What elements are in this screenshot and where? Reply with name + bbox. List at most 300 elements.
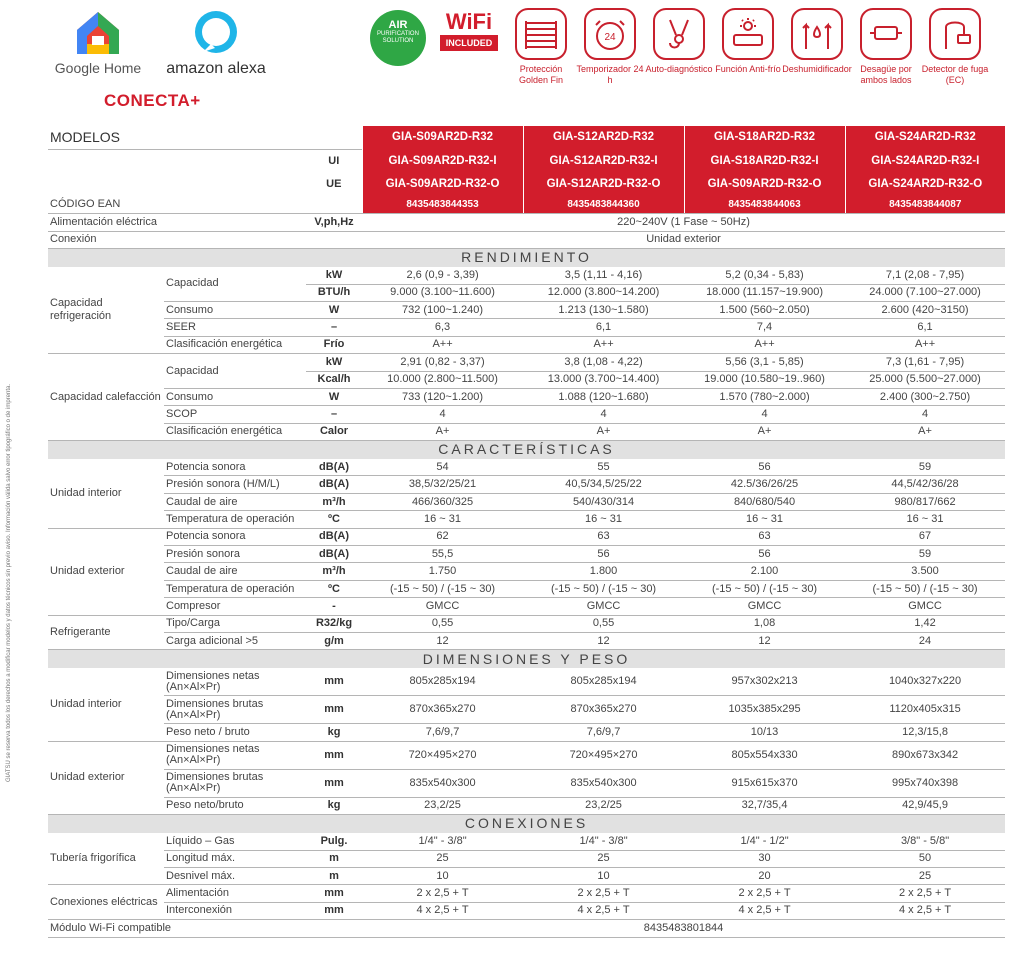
row-value: 25 xyxy=(362,850,523,867)
feature-label: Desagüe por ambos lados xyxy=(860,64,912,85)
spec-row xyxy=(48,319,1005,336)
air-badge-title: AIR xyxy=(388,19,408,31)
section-conexiones xyxy=(48,815,1005,833)
section-dimensiones xyxy=(48,650,1005,668)
row-unit: Kcal/h xyxy=(306,371,362,388)
row-value: 540/430/314 xyxy=(523,493,684,510)
row-label: Longitud máx. xyxy=(164,850,306,867)
row-value: 466/360/325 xyxy=(362,493,523,510)
row-value: 0,55 xyxy=(523,615,684,632)
row-label: Líquido – Gas xyxy=(164,833,306,850)
row-value: 980/817/662 xyxy=(845,493,1005,510)
row-value: A++ xyxy=(684,336,845,353)
spec-row xyxy=(48,406,1005,423)
row-value: 1/4" - 3/8" xyxy=(362,833,523,850)
side-disclaimer-text: GIATSU se reserva todos los derechos a modificar modelos y datos técnicos sin previo aviso. Información válida salvo error tipográfico o de imprenta. xyxy=(6,383,12,783)
ue-model: GIA-S12AR2D-R32-O xyxy=(523,173,684,197)
row-value: 13.000 (3.700~14.400) xyxy=(523,371,684,388)
row-label: Dimensiones brutas (An×Al×Pr) xyxy=(164,769,306,797)
row-label: Clasificación energética xyxy=(164,423,306,440)
spec-row xyxy=(48,336,1005,353)
ean-code: 8435483844063 xyxy=(684,197,845,214)
model-name: GIA-S09AR2D-R32 xyxy=(362,126,523,150)
spec-row xyxy=(48,546,1005,563)
row-value: Unidad exterior xyxy=(362,231,1005,248)
wifi-badge-included: INCLUDED xyxy=(440,35,498,51)
section-title: DIMENSIONES Y PESO xyxy=(48,650,1005,668)
row-unit: R32/kg xyxy=(306,615,362,632)
row-unit: BTU/h xyxy=(306,284,362,301)
row-value: 870x365x270 xyxy=(362,696,523,724)
row-value: 4 xyxy=(684,406,845,423)
row-value: (-15 ~ 50) / (-15 ~ 30) xyxy=(523,580,684,597)
row-value: 16 ~ 31 xyxy=(362,511,523,528)
row-label: SCOP xyxy=(164,406,306,423)
group-label: Refrigerante xyxy=(48,615,164,650)
spec-row xyxy=(48,668,1005,696)
ean-code: 8435483844087 xyxy=(845,197,1005,214)
row-value: 805x285x194 xyxy=(523,668,684,696)
row-unit: kW xyxy=(306,354,362,371)
row-value: 59 xyxy=(845,546,1005,563)
row-unit: – xyxy=(306,406,362,423)
row-value: 1/4" - 1/2" xyxy=(684,833,845,850)
power-supply-row xyxy=(48,214,1005,231)
row-value: 4 x 2,5 + T xyxy=(684,902,845,919)
row-value: 30 xyxy=(684,850,845,867)
row-value: 25.000 (5.500~27.000) xyxy=(845,371,1005,388)
row-unit: dB(A) xyxy=(306,459,362,476)
feature-label: Detector de fuga (EC) xyxy=(921,64,989,85)
section-title: RENDIMIENTO xyxy=(48,249,1005,267)
row-value: 805x285x194 xyxy=(362,668,523,696)
row-value: A+ xyxy=(845,423,1005,440)
spec-row xyxy=(48,850,1005,867)
row-value: 23,2/25 xyxy=(523,797,684,814)
ue-model: GIA-S24AR2D-R32-O xyxy=(845,173,1005,197)
row-unit: kg xyxy=(306,797,362,814)
row-value: 220~240V (1 Fase ~ 50Hz) xyxy=(362,214,1005,231)
row-value: 1.800 xyxy=(523,563,684,580)
row-unit: mm xyxy=(306,696,362,724)
row-value: GMCC xyxy=(362,598,523,615)
section-caracteristicas xyxy=(48,441,1005,459)
row-value: 4 xyxy=(523,406,684,423)
spec-row xyxy=(48,580,1005,597)
row-value: 3,5 (1,11 - 4,16) xyxy=(523,267,684,284)
timer-24h-icon xyxy=(584,8,636,60)
row-value: 19.000 (10.580~19..960) xyxy=(684,371,845,388)
row-label: Alimentación xyxy=(164,885,306,902)
row-value: 1120x405x315 xyxy=(845,696,1005,724)
row-value: 3.500 xyxy=(845,563,1005,580)
row-value: 3/8" - 5/8" xyxy=(845,833,1005,850)
spec-row xyxy=(48,563,1005,580)
row-value: 25 xyxy=(523,850,684,867)
row-value: 1.570 (780~2.000) xyxy=(684,388,845,405)
row-unit: Calor xyxy=(306,423,362,440)
row-unit: ºC xyxy=(306,511,362,528)
spec-row xyxy=(48,724,1005,741)
air-badge-subtitle: PURIFICATION SOLUTION xyxy=(377,31,419,44)
feature-leak-detector xyxy=(919,8,991,86)
row-unit: mm xyxy=(306,885,362,902)
row-value: 10 xyxy=(523,867,684,884)
row-unit: ºC xyxy=(306,580,362,597)
row-value: 20 xyxy=(684,867,845,884)
spec-row xyxy=(48,902,1005,919)
row-value: 1.213 (130~1.580) xyxy=(523,301,684,318)
feature-label: Protección Golden Fin xyxy=(518,64,564,85)
row-value: 42,9/45,9 xyxy=(845,797,1005,814)
row-unit: m xyxy=(306,850,362,867)
feature-timer xyxy=(574,8,646,86)
row-value: 915x615x370 xyxy=(684,769,845,797)
row-unit: mm xyxy=(306,741,362,769)
spec-row xyxy=(48,632,1005,649)
ue-model: GIA-S09AR2D-R32-O xyxy=(362,173,523,197)
section-title: CARACTERÍSTICAS xyxy=(48,441,1005,459)
row-value: 10 xyxy=(362,867,523,884)
models-row xyxy=(48,126,1005,150)
row-unit: – xyxy=(306,319,362,336)
row-unit: m³/h xyxy=(306,493,362,510)
row-value: 6,1 xyxy=(523,319,684,336)
row-value: 50 xyxy=(845,850,1005,867)
golden-fin-icon xyxy=(515,8,567,60)
row-value: 870x365x270 xyxy=(523,696,684,724)
feature-label: Función Anti-frío xyxy=(715,64,781,74)
ui-model: GIA-S12AR2D-R32-I xyxy=(523,150,684,174)
row-value: 56 xyxy=(523,546,684,563)
row-unit: dB(A) xyxy=(306,546,362,563)
row-unit: Pulg. xyxy=(306,833,362,850)
row-value: 42.5/36/26/25 xyxy=(684,476,845,493)
row-label: Temperatura de operación xyxy=(164,511,306,528)
ui-model: GIA-S18AR2D-R32-I xyxy=(684,150,845,174)
spec-row xyxy=(48,769,1005,797)
group-label: Unidad interior xyxy=(48,459,164,529)
row-value: 40,5/34,5/25/22 xyxy=(523,476,684,493)
row-value: A++ xyxy=(523,336,684,353)
ue-row xyxy=(48,173,1005,197)
row-value: 835x540x300 xyxy=(523,769,684,797)
timer-icon-text: 24 xyxy=(604,32,616,43)
connection-row xyxy=(48,231,1005,248)
row-value: 957x302x213 xyxy=(684,668,845,696)
row-unit: dB(A) xyxy=(306,476,362,493)
row-value: 16 ~ 31 xyxy=(523,511,684,528)
row-label: Interconexión xyxy=(164,902,306,919)
feature-anti-cold xyxy=(712,8,784,75)
row-unit: g/m xyxy=(306,632,362,649)
row-value: 0,55 xyxy=(362,615,523,632)
row-value: A+ xyxy=(684,423,845,440)
row-value: GMCC xyxy=(523,598,684,615)
row-value: A++ xyxy=(362,336,523,353)
row-value: (-15 ~ 50) / (-15 ~ 30) xyxy=(362,580,523,597)
row-label: Capacidad xyxy=(164,267,306,302)
spec-row xyxy=(48,528,1005,545)
anti-cold-icon xyxy=(722,8,774,60)
group-label: Unidad interior xyxy=(48,668,164,741)
row-value: 2 x 2,5 + T xyxy=(684,885,845,902)
alexa-label: amazon alexa xyxy=(166,60,266,77)
ui-model: GIA-S24AR2D-R32-I xyxy=(845,150,1005,174)
model-name: GIA-S12AR2D-R32 xyxy=(523,126,684,150)
row-unit: Frío xyxy=(306,336,362,353)
row-value: 835x540x300 xyxy=(362,769,523,797)
row-unit: mm xyxy=(306,769,362,797)
wifi-module-row xyxy=(48,920,1005,937)
row-value: 12.000 (3.800~14.200) xyxy=(523,284,684,301)
row-value: 2.600 (420~3150) xyxy=(845,301,1005,318)
row-label: Capacidad xyxy=(164,354,306,389)
section-title: CONEXIONES xyxy=(48,815,1005,833)
row-value: 2 x 2,5 + T xyxy=(362,885,523,902)
row-value: 63 xyxy=(684,528,845,545)
alexa-logo xyxy=(158,8,274,78)
row-value: 7,6/9,7 xyxy=(523,724,684,741)
spec-row xyxy=(48,354,1005,371)
spec-row xyxy=(48,459,1005,476)
row-value: 62 xyxy=(362,528,523,545)
row-label: Dimensiones brutas (An×Al×Pr) xyxy=(164,696,306,724)
alexa-icon xyxy=(191,8,241,58)
row-value: 7,6/9,7 xyxy=(362,724,523,741)
spec-row xyxy=(48,301,1005,318)
row-label: Presión sonora (H/M/L) xyxy=(164,476,306,493)
row-unit xyxy=(306,231,362,248)
row-value: 1.750 xyxy=(362,563,523,580)
row-unit: mm xyxy=(306,902,362,919)
row-value: 720×495×270 xyxy=(362,741,523,769)
row-value: 56 xyxy=(684,546,845,563)
spec-row xyxy=(48,885,1005,902)
row-value: A+ xyxy=(523,423,684,440)
row-value: GMCC xyxy=(684,598,845,615)
row-value: 67 xyxy=(845,528,1005,545)
row-label: Dimensiones netas (An×Al×Pr) xyxy=(164,668,306,696)
row-label: SEER xyxy=(164,319,306,336)
dehumidifier-icon xyxy=(791,8,843,60)
drain-both-sides-icon xyxy=(860,8,912,60)
row-value: 23,2/25 xyxy=(362,797,523,814)
leak-detector-icon xyxy=(929,8,981,60)
row-value: 12 xyxy=(684,632,845,649)
spec-row xyxy=(48,696,1005,724)
model-name: GIA-S18AR2D-R32 xyxy=(684,126,845,150)
ui-label: UI xyxy=(306,150,362,174)
spec-row xyxy=(48,493,1005,510)
row-unit: mm xyxy=(306,668,362,696)
row-value: 732 (100~1.240) xyxy=(362,301,523,318)
row-value: 1,42 xyxy=(845,615,1005,632)
row-label: Consumo xyxy=(164,301,306,318)
row-unit: m³/h xyxy=(306,563,362,580)
spec-row xyxy=(48,423,1005,440)
row-value: 56 xyxy=(684,459,845,476)
conecta-logo: CONECTA+ xyxy=(104,91,201,110)
feature-label: Temporizador 24 h xyxy=(576,64,644,85)
ean-row xyxy=(48,197,1005,214)
row-value: 7,4 xyxy=(684,319,845,336)
feature-dehumidifier xyxy=(781,8,853,75)
row-value: 44,5/42/36/28 xyxy=(845,476,1005,493)
row-value: 59 xyxy=(845,459,1005,476)
row-value: 4 xyxy=(362,406,523,423)
section-rendimiento xyxy=(48,249,1005,267)
row-label: Dimensiones netas (An×Al×Pr) xyxy=(164,741,306,769)
row-value: 24.000 (7.100~27.000) xyxy=(845,284,1005,301)
google-home-logo xyxy=(48,8,148,76)
model-name: GIA-S24AR2D-R32 xyxy=(845,126,1005,150)
row-value: 2.100 xyxy=(684,563,845,580)
spec-row xyxy=(48,615,1005,632)
row-value: 12 xyxy=(523,632,684,649)
row-value: 4 x 2,5 + T xyxy=(362,902,523,919)
spec-row xyxy=(48,598,1005,615)
spec-row xyxy=(48,833,1005,850)
row-label: Carga adicional >5 xyxy=(164,632,306,649)
row-label: Peso neto/bruto xyxy=(164,797,306,814)
row-label: Peso neto / bruto xyxy=(164,724,306,741)
row-value: 4 x 2,5 + T xyxy=(523,902,684,919)
auto-diagnosis-icon xyxy=(653,8,705,60)
row-label: Módulo Wi-Fi compatible xyxy=(48,920,362,937)
row-value: 5,2 (0,34 - 5,83) xyxy=(684,267,845,284)
ui-row xyxy=(48,150,1005,174)
row-value: 2.400 (300~2.750) xyxy=(845,388,1005,405)
ean-code: 8435483844360 xyxy=(523,197,684,214)
row-unit: W xyxy=(306,301,362,318)
row-value: 8435483801844 xyxy=(362,920,1005,937)
row-value: 54 xyxy=(362,459,523,476)
row-unit: kW xyxy=(306,267,362,284)
row-value: 32,7/35,4 xyxy=(684,797,845,814)
row-value: 2,6 (0,9 - 3,39) xyxy=(362,267,523,284)
models-label: MODELOS xyxy=(50,129,121,145)
row-label: Consumo xyxy=(164,388,306,405)
air-purification-badge xyxy=(370,10,426,66)
feature-golden-fin xyxy=(505,8,577,86)
row-label: Caudal de aire xyxy=(164,563,306,580)
row-value: 733 (120~1.200) xyxy=(362,388,523,405)
spec-row xyxy=(48,476,1005,493)
spec-row xyxy=(48,867,1005,884)
row-value: 995x740x398 xyxy=(845,769,1005,797)
row-value: 24 xyxy=(845,632,1005,649)
row-unit: W xyxy=(306,388,362,405)
row-value: 10/13 xyxy=(684,724,845,741)
row-value: 1.500 (560~2.050) xyxy=(684,301,845,318)
row-value: 5,56 (3,1 - 5,85) xyxy=(684,354,845,371)
row-unit: kg xyxy=(306,724,362,741)
row-label: Presión sonora xyxy=(164,546,306,563)
group-label: Capacidad refrigeración xyxy=(48,267,164,354)
row-value: 6,3 xyxy=(362,319,523,336)
row-value: 10.000 (2.800~11.500) xyxy=(362,371,523,388)
spec-row xyxy=(48,797,1005,814)
row-value: 1.088 (120~1.680) xyxy=(523,388,684,405)
group-label: Conexiones eléctricas xyxy=(48,885,164,920)
ean-code: 8435483844353 xyxy=(362,197,523,214)
row-label: Temperatura de operación xyxy=(164,580,306,597)
spec-row xyxy=(48,267,1005,284)
row-value: GMCC xyxy=(845,598,1005,615)
wifi-included-badge xyxy=(440,10,498,51)
row-value: 16 ~ 31 xyxy=(684,511,845,528)
row-unit: V,ph,Hz xyxy=(306,214,362,231)
row-value: 2 x 2,5 + T xyxy=(845,885,1005,902)
row-value: 7,3 (1,61 - 7,95) xyxy=(845,354,1005,371)
row-value: 16 ~ 31 xyxy=(845,511,1005,528)
row-value: 6,1 xyxy=(845,319,1005,336)
row-label: Potencia sonora xyxy=(164,459,306,476)
row-value: 12,3/15,8 xyxy=(845,724,1005,741)
feature-label: Deshumidificador xyxy=(782,64,852,74)
spec-row xyxy=(48,388,1005,405)
row-label: Alimentación eléctrica xyxy=(48,214,306,231)
row-value: 38,5/32/25/21 xyxy=(362,476,523,493)
wifi-badge-title: WiFi xyxy=(445,9,493,34)
ue-model: GIA-S09AR2D-R32-O xyxy=(684,173,845,197)
row-value: 1/4" - 3/8" xyxy=(523,833,684,850)
row-label: Caudal de aire xyxy=(164,493,306,510)
row-value: 1035x385x295 xyxy=(684,696,845,724)
row-unit: m xyxy=(306,867,362,884)
row-unit: - xyxy=(306,598,362,615)
group-label: Tubería frigorífica xyxy=(48,833,164,885)
row-value: 1040x327x220 xyxy=(845,668,1005,696)
row-label: Clasificación energética xyxy=(164,336,306,353)
group-label: Unidad exterior xyxy=(48,741,164,814)
row-value: (-15 ~ 50) / (-15 ~ 30) xyxy=(845,580,1005,597)
specs-table xyxy=(48,126,1005,938)
row-value: 55,5 xyxy=(362,546,523,563)
row-value: 63 xyxy=(523,528,684,545)
row-label: Tipo/Carga xyxy=(164,615,306,632)
spec-row xyxy=(48,511,1005,528)
ue-label: UE xyxy=(326,178,342,191)
group-label: Capacidad calefacción xyxy=(48,354,164,441)
row-label: Potencia sonora xyxy=(164,528,306,545)
row-value: 25 xyxy=(845,867,1005,884)
ui-model: GIA-S09AR2D-R32-I xyxy=(362,150,523,174)
row-value: A+ xyxy=(362,423,523,440)
row-label: Conexión xyxy=(48,231,306,248)
row-value: 7,1 (2,08 - 7,95) xyxy=(845,267,1005,284)
row-value: 3,8 (1,08 - 4,22) xyxy=(523,354,684,371)
google-home-label: Google Home xyxy=(54,60,142,76)
google-home-icon xyxy=(73,8,123,58)
feature-drain xyxy=(850,8,922,86)
row-value: 4 xyxy=(845,406,1005,423)
row-value: 1,08 xyxy=(684,615,845,632)
row-value: (-15 ~ 50) / (-15 ~ 30) xyxy=(684,580,845,597)
row-value: 4 x 2,5 + T xyxy=(845,902,1005,919)
row-unit: dB(A) xyxy=(306,528,362,545)
side-disclaimer xyxy=(4,340,14,840)
row-value: 55 xyxy=(523,459,684,476)
feature-label: Auto-diagnóstico xyxy=(645,64,713,74)
row-value: 890x673x342 xyxy=(845,741,1005,769)
row-value: 720×495×270 xyxy=(523,741,684,769)
spec-row xyxy=(48,741,1005,769)
row-label: Desnivel máx. xyxy=(164,867,306,884)
group-label: Unidad exterior xyxy=(48,528,164,615)
row-value: 2 x 2,5 + T xyxy=(523,885,684,902)
